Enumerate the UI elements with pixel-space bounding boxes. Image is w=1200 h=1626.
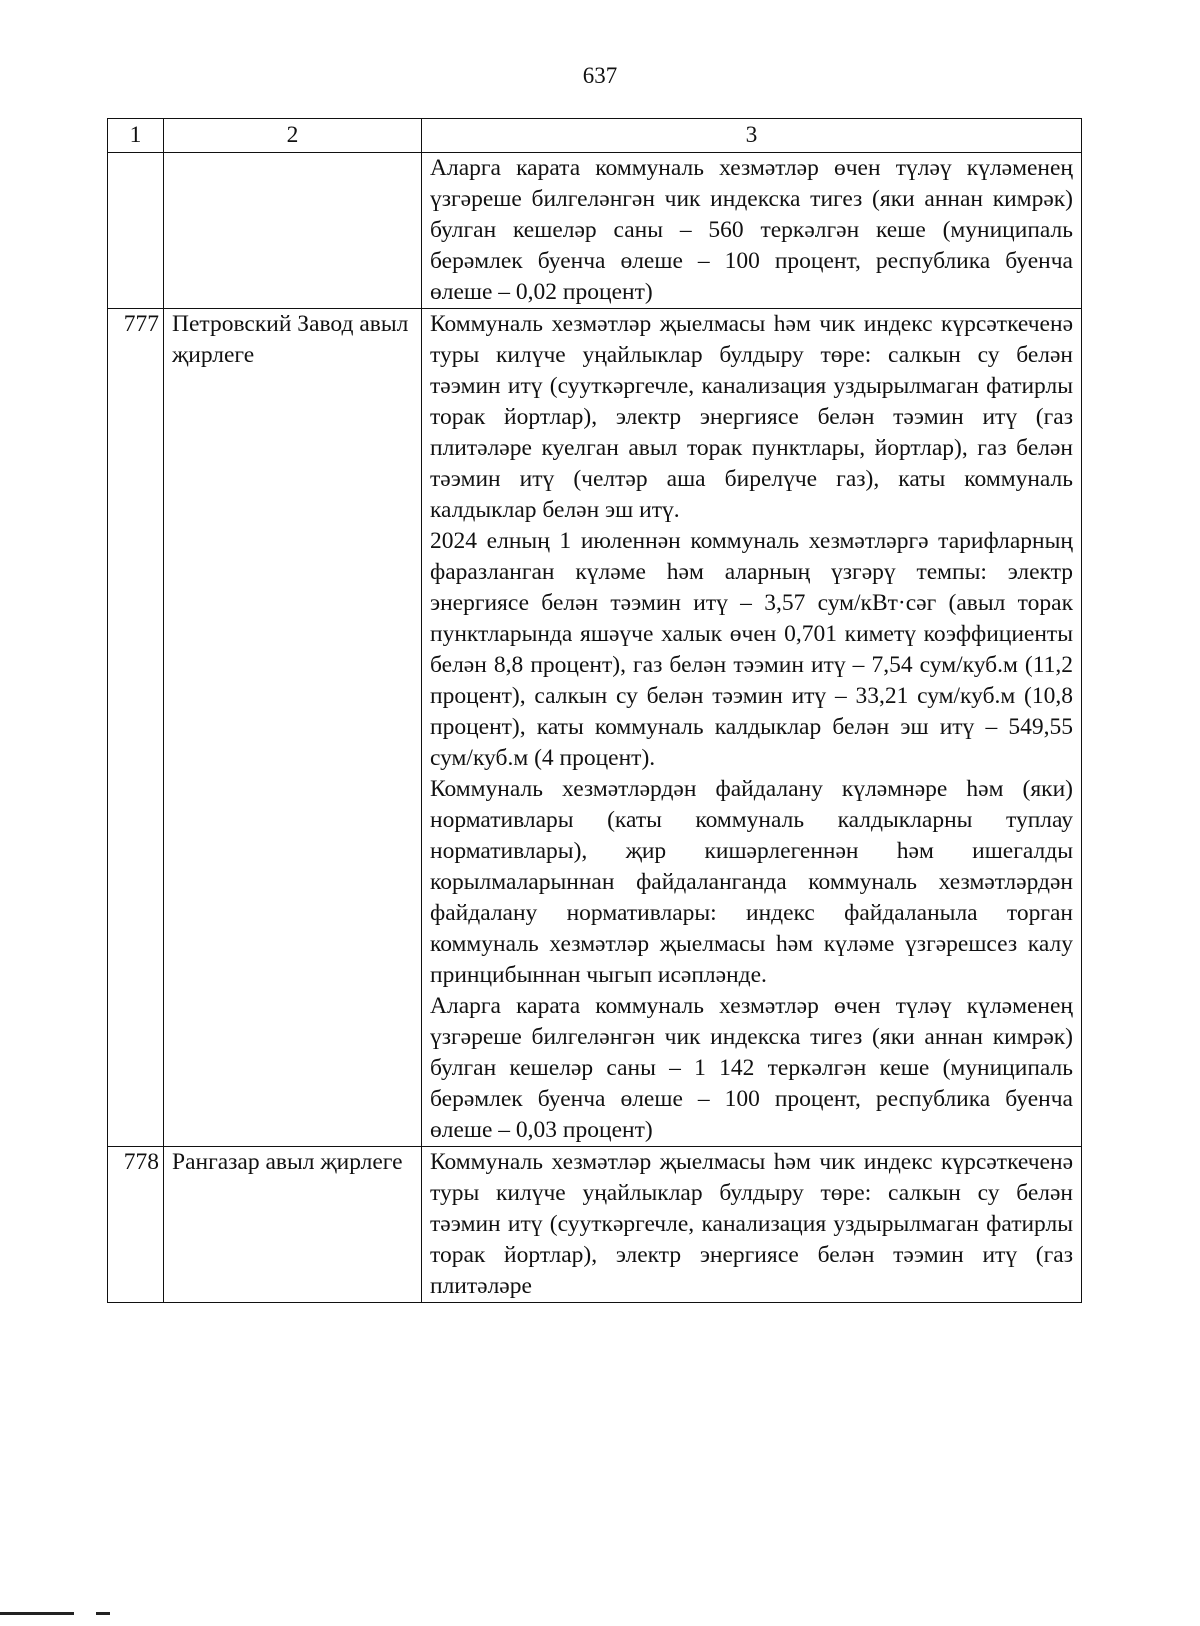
page-number: 637: [582, 63, 618, 88]
row-number: 777: [108, 309, 164, 1147]
description-paragraph: Коммуналь хезмәтләр җыелмасы һәм чик индекс күрсәткеченә туры килүче уңайлыклар булдыру төре: салкын су белән тәэмин итү (сууткәргечле, канализация уздырылмаган фатирлы торак йортлар), электр энергиясе белән тәэмин итү (газ плитәләре: [430, 1149, 1073, 1299]
row-name: Рангазар авыл җирлеге: [164, 1147, 422, 1303]
description-paragraph: Аларга карата коммуналь хезмәтләр өчен түләү күләменең үзгәреше билгеләнгән чик индекска тигез (яки аннан кимрәк) булган кешеләр саны – 1 142 теркәлгән кеше (муниципаль берәмлек буенча өлеше – 100 процент, республика буенча өлеше – 0,03 процент): [430, 993, 1073, 1143]
scan-edge-mark: [0, 1612, 74, 1615]
table-row: [108, 1147, 1082, 1303]
table-row: [108, 309, 1082, 1147]
description-paragraph: Коммуналь хезмәтләрдән файдалану күләмнәре һәм (яки) нормативлары (каты коммуналь калдыкларны туплау нормативлары), җир кишәрлегеннән һәм ишегалды корылмаларыннан файдаланганда коммуналь хезмәтләрдән файдалану нормативлары: индекс файдаланыла торган коммуналь хезмәтләр җыелмасы һәм күләме үзгәрешсез калу принцибыннан чыгып исәпләнде.: [430, 776, 1073, 988]
description-paragraph: Аларга карата коммуналь хезмәтләр өчен түләү күләменең үзгәреше билгеләнгән чик индекска тигез (яки аннан кимрәк) булган кешеләр саны – 560 теркәлгән кеше (муниципаль берәмлек буенча өлеше – 100 процент, республика буенча өлеше – 0,02 процент): [430, 155, 1073, 305]
row-name: Петровский Завод авыл җирлеге: [164, 309, 422, 1147]
row-description: [422, 1147, 1082, 1303]
row-number: [108, 153, 164, 309]
document-table: [107, 118, 1082, 1303]
row-description: [422, 309, 1082, 1147]
column-header-name: 2: [164, 119, 422, 153]
column-header-description: 3: [422, 119, 1082, 153]
row-number: 778: [108, 1147, 164, 1303]
row-name: [164, 153, 422, 309]
row-description: [422, 153, 1082, 309]
description-paragraph: Коммуналь хезмәтләр җыелмасы һәм чик индекс күрсәткеченә туры килүче уңайлыклар булдыру төре: салкын су белән тәэмин итү (сууткәргечле, канализация уздырылмаган фатирлы торак йортлар), электр энергиясе белән тәэмин итү (газ плитәләре куелган авыл торак пунктлары, йортлар), газ белән тәэмин итү (челтәр аша бирелүче газ), каты коммуналь калдыклар белән эш итү.: [430, 311, 1073, 523]
description-paragraph: 2024 елның 1 июленнән коммуналь хезмәтләргә тарифларның фаразланган күләме һәм аларның үзгәрү темпы: электр энергиясе белән тәэмин итү – 3,57 сум/кВт·сәг (авыл торак пунктларында яшәүче халык өчен 0,701 киметү коэффициенты белән 8,8 процент), газ белән тәэмин итү – 7,54 сум/куб.м (11,2 процент), салкын су белән тәэмин итү – 33,21 сум/куб.м (10,8 процент), каты коммуналь калдыклар белән эш итү – 549,55 сум/куб.м (4 процент).: [430, 528, 1073, 771]
table-header-row: [108, 119, 1082, 153]
scan-edge-mark: [96, 1612, 110, 1615]
table-row: [108, 153, 1082, 309]
column-header-number: 1: [108, 119, 164, 153]
